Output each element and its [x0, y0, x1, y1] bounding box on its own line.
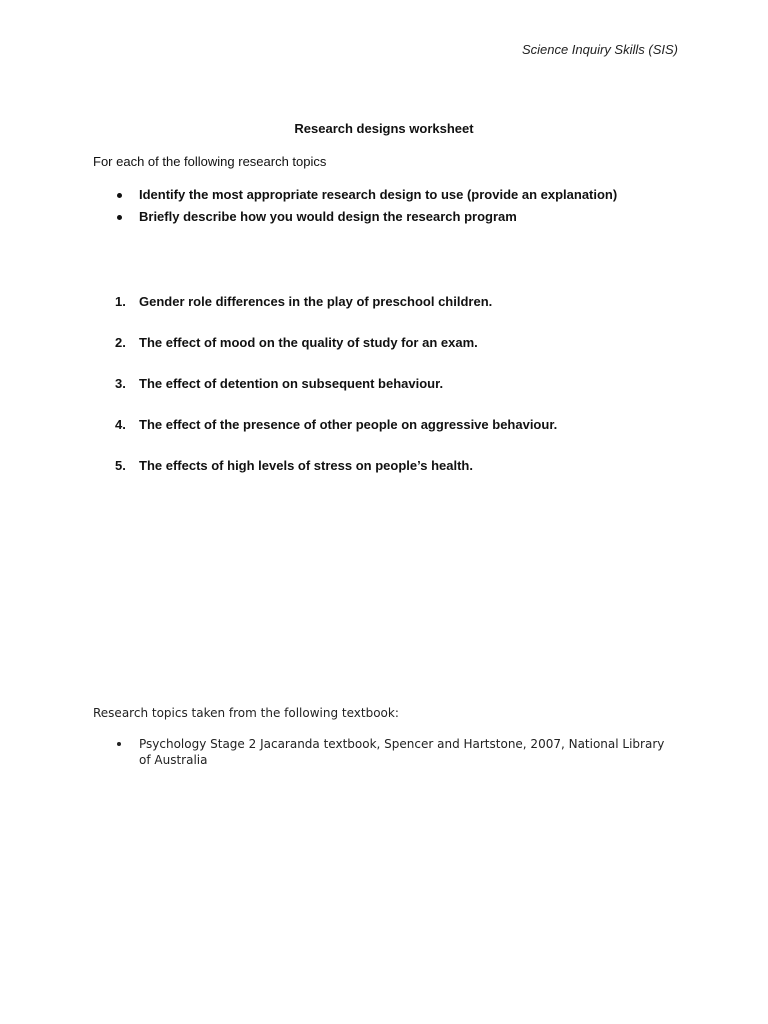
topic-item — [93, 374, 683, 415]
instruction-item — [93, 184, 683, 206]
topic-item — [93, 333, 683, 374]
topic-item — [93, 415, 683, 456]
topic-list — [93, 292, 683, 497]
topic-text: The effect of mood on the quality of study for an exam. — [139, 335, 478, 350]
instruction-text: Briefly describe how you would design the research program — [139, 209, 517, 224]
source-item — [93, 736, 673, 768]
topic-item — [93, 292, 683, 333]
topic-number: 4. — [115, 417, 126, 432]
instruction-item — [93, 206, 683, 228]
topic-number: 1. — [115, 294, 126, 309]
intro-text: For each of the following research topics — [93, 154, 327, 169]
source-text: Psychology Stage 2 Jacaranda textbook, Spencer and Hartstone, 2007, National Library of Australia — [139, 737, 665, 767]
header-note: Science Inquiry Skills (SIS) — [521, 42, 678, 57]
topic-item — [93, 456, 683, 497]
topic-text: The effect of detention on subsequent behaviour. — [139, 376, 444, 391]
topic-text: The effect of the presence of other people on aggressive behaviour. — [139, 417, 558, 432]
topic-text: Gender role differences in the play of preschool children. — [139, 294, 493, 309]
topic-number: 3. — [115, 376, 126, 391]
instruction-text: Identify the most appropriate research design to use (provide an explanation) — [139, 187, 618, 202]
bullet-icon — [117, 193, 122, 198]
source-list — [93, 736, 673, 768]
bullet-icon — [117, 742, 121, 746]
page-title: Research designs worksheet — [294, 121, 474, 136]
instruction-list — [93, 184, 683, 228]
source-intro: Research topics taken from the following textbook: — [93, 706, 399, 720]
topic-number: 2. — [115, 335, 126, 350]
topic-text: The effects of high levels of stress on people’s health. — [139, 458, 473, 473]
topic-number: 5. — [115, 458, 126, 473]
bullet-icon — [117, 215, 122, 220]
